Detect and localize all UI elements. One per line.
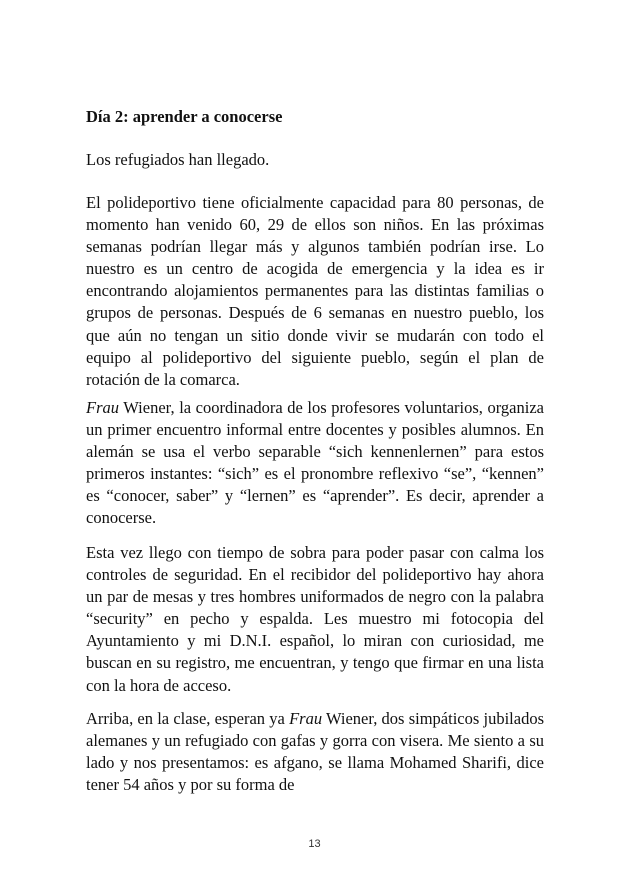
paragraph-3-text: Wiener, la coordinadora de los profesores voluntarios, organiza un primer encuentro informal entre docentes y posibles alumnos. En alemán se usa el verbo separable “sich kennenlernen” para estos primeros instantes: “sich” es el pronombre reflexivo “se”, “kennen” es “conocer, saber” y “lernen” es “aprender”. Es decir, aprender a conocerse. — [86, 398, 544, 528]
paragraph-5-start: Arriba, en la clase, esperan ya — [86, 709, 290, 728]
page-number: 13 — [308, 838, 321, 850]
paragraph-4: Esta vez llego con tiempo de sobra para poder pasar con calma los controles de seguridad. En el recibidor del polideportivo hay ahora un par de mesas y tres hombres uniformados de negro con la palabra “security” en pecho y espalda. Les muestro mi fotocopia del Ayuntamiento y mi D.N.I. español, lo miran con curiosidad, me buscan en su registro, me encuentran, y tengo que firmar en una lista con la hora de acceso. — [86, 543, 544, 695]
paragraph-3-italic: Frau — [86, 398, 119, 417]
chapter-heading: Día 2: aprender a conocerse — [86, 107, 283, 126]
paragraph-5-text: Wiener, dos simpáticos jubilados alemanes y un refugiado con gafas y gorra con visera. Me siento a su lado y nos presentamos: es afgano, se llama Mohamed Sharifi, dice tener 54 años y por su forma de — [86, 709, 544, 795]
paragraph-3 — [86, 397, 544, 530]
paragraph-5-italic: Frau — [289, 709, 323, 728]
paragraph-1: Los refugiados han llegado. — [86, 150, 270, 169]
paragraph-5 — [86, 708, 544, 796]
paragraph-2: El polideportivo tiene oficialmente capacidad para 80 personas, de momento han venido 60, 29 de ellos son niños. En las próximas semanas podrían llegar más y algunos también podrían irse. Lo nuestro es un centro de acogida de emergencia y la idea es ir encontrando alojamientos permanentes para las distintas familias o grupos de personas. Después de 6 semanas en nuestro pueblo, los que aún no tengan un sitio donde vivir se mudarán con todo el equipo al polideportivo del siguiente pueblo, según el plan de rotación de la comarca. — [86, 193, 544, 389]
